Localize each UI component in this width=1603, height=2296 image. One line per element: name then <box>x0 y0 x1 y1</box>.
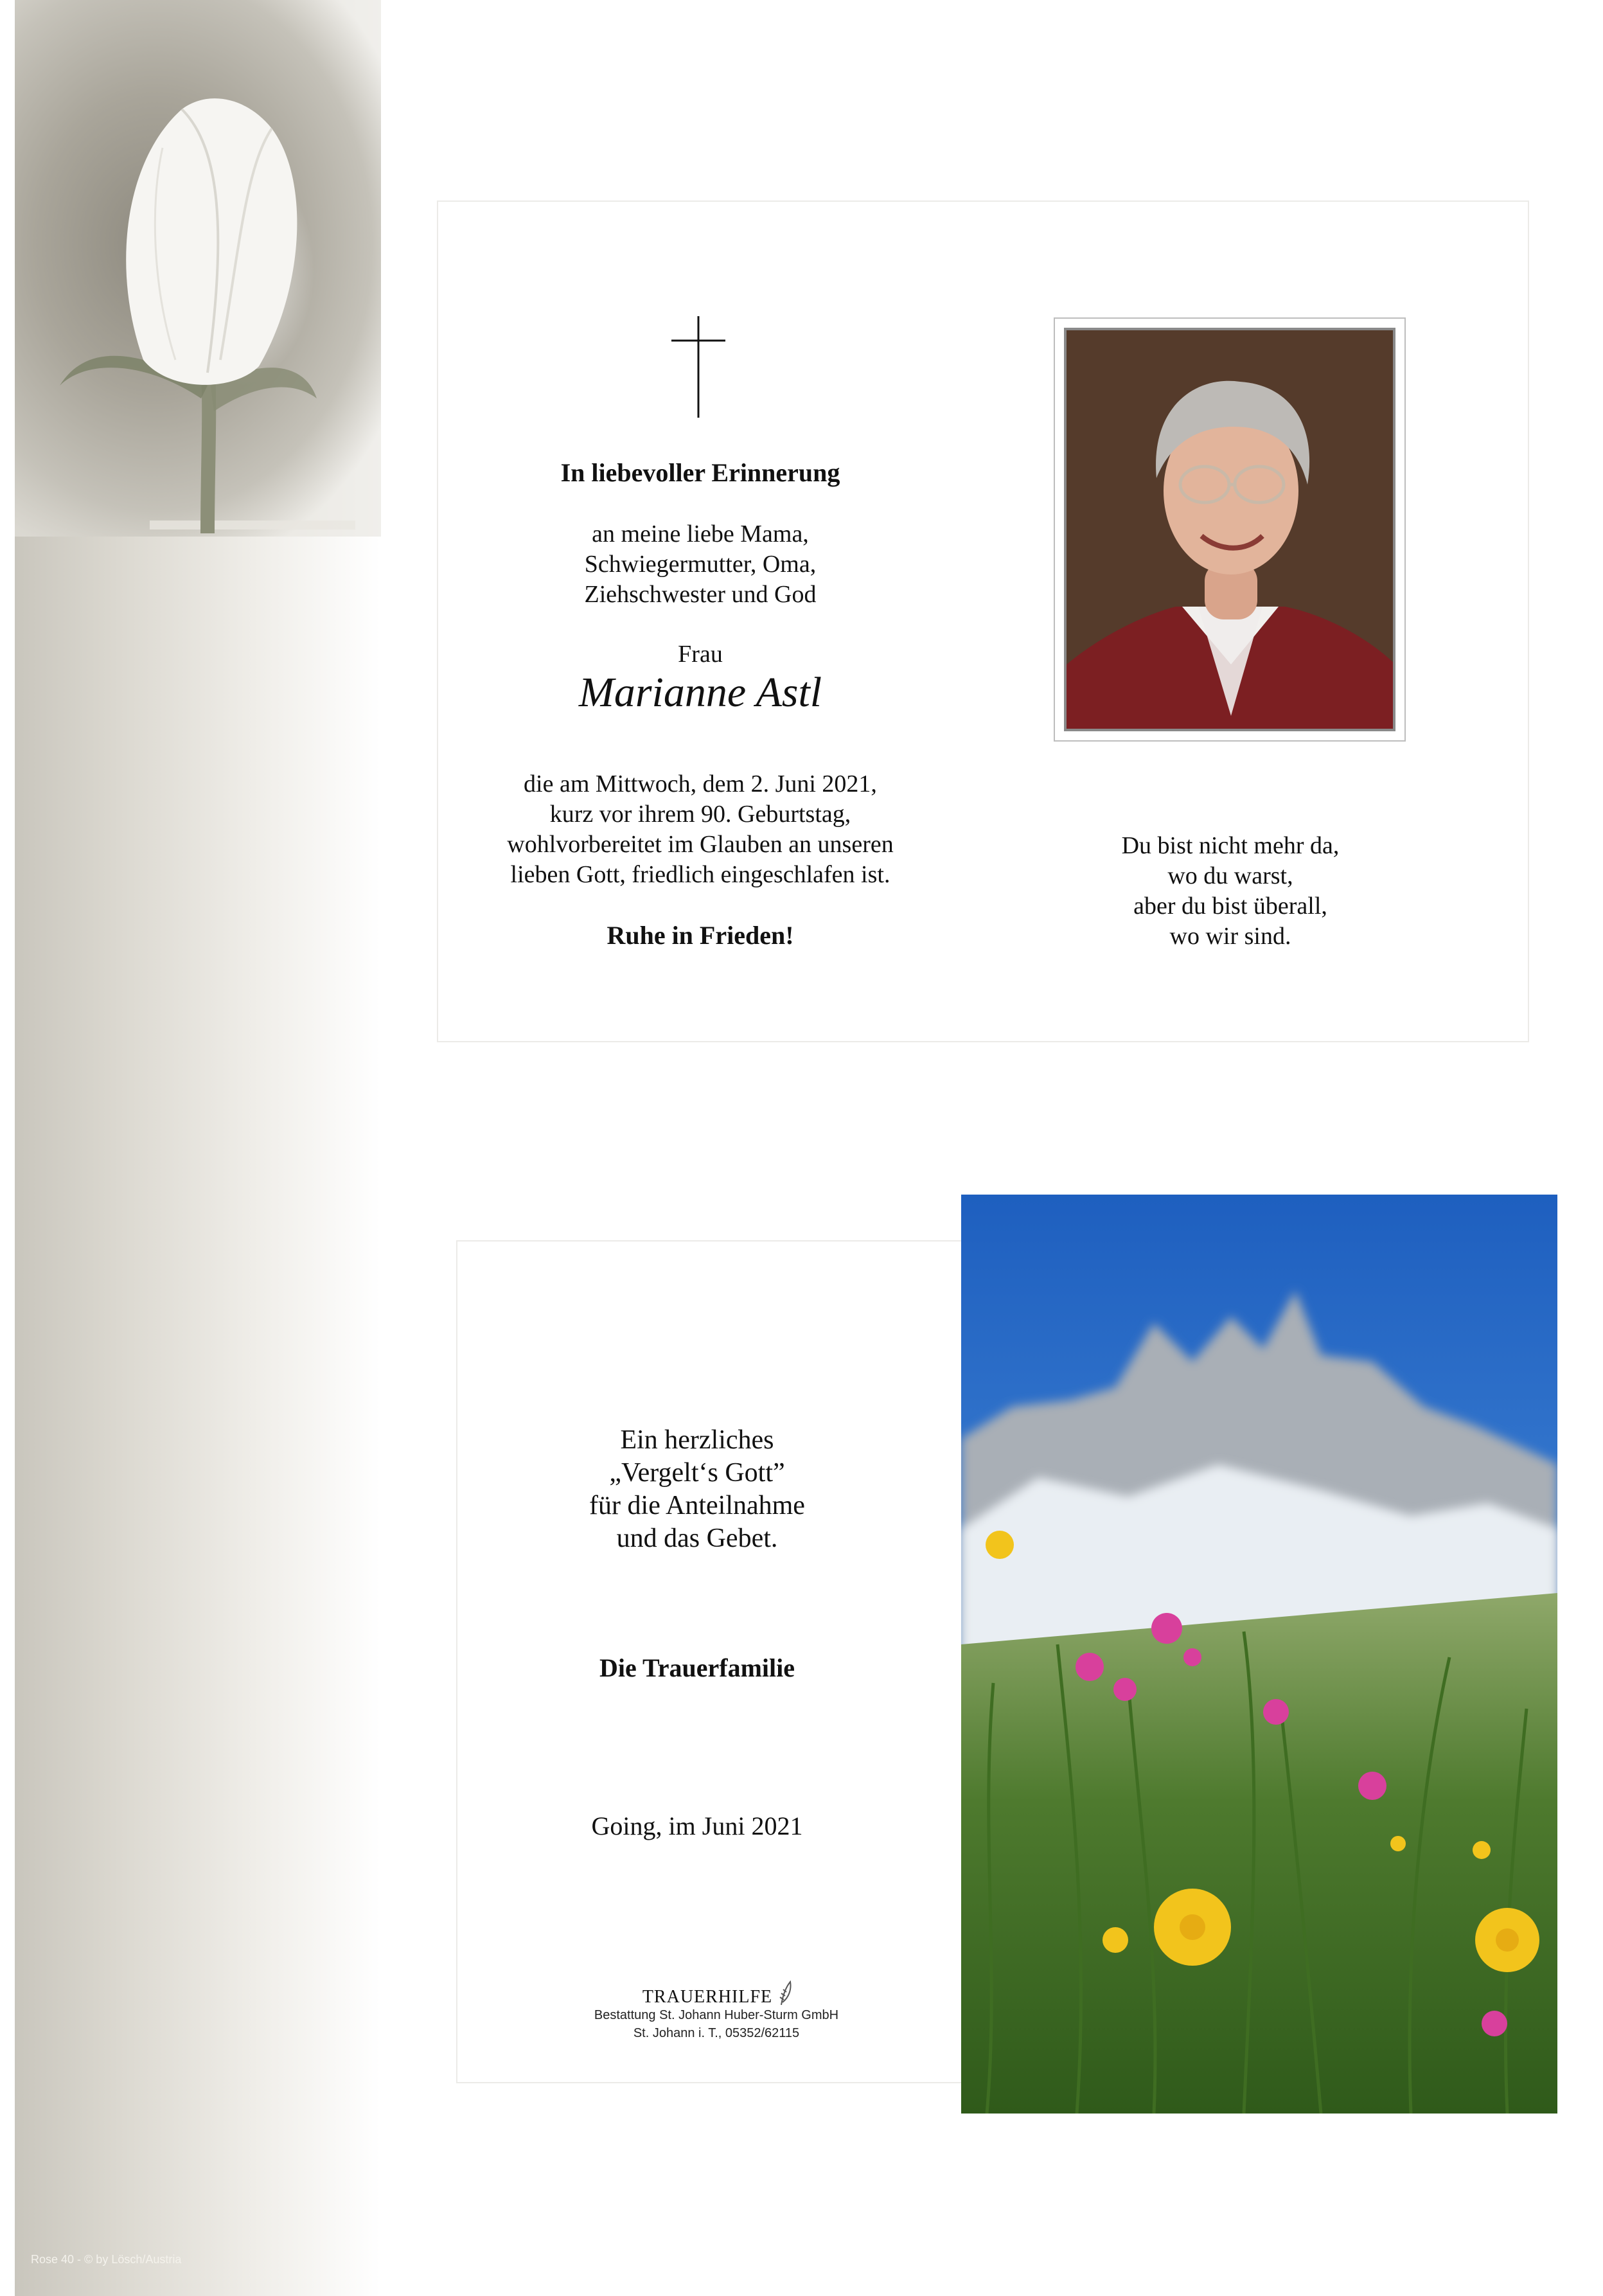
poem-text <box>1028 831 1433 952</box>
thanks-text <box>488 1424 906 1555</box>
poem-line: wo wir sind. <box>1169 923 1291 950</box>
dedication-line: Ziehschwester und God <box>584 581 817 608</box>
dedication-line: an meine liebe Mama, <box>592 521 809 547</box>
deceased-name: Marianne Astl <box>578 669 822 716</box>
thanks-line: für die Anteilnahme <box>589 1491 805 1520</box>
thanks-line: und das Gebet. <box>616 1524 778 1553</box>
funeral-home-company: Bestattung St. Johann Huber-Sturm GmbH <box>594 2008 839 2022</box>
closing-line: Ruhe in Frieden! <box>607 921 794 950</box>
title-label: Frau <box>678 641 723 668</box>
image-credit: Rose 40 - © by Lösch/Austria <box>31 2253 182 2266</box>
poem-line: wo du warst, <box>1167 862 1293 889</box>
memorial-heading: In liebevoller Erinnerung <box>560 458 840 487</box>
obituary-line: lieben Gott, friedlich eingeschlafen ist. <box>510 861 890 888</box>
meadow-photo <box>961 1195 1557 2114</box>
obituary-text <box>469 769 932 890</box>
feather-icon <box>777 1980 793 2006</box>
poem-line: Du bist nicht mehr da, <box>1121 832 1340 859</box>
family-signature: Die Trauerfamilie <box>599 1653 795 1682</box>
logo-text: TRAUERHILFE <box>642 1987 773 2007</box>
portrait-photo <box>1054 317 1406 742</box>
obituary-line: kurz vor ihrem 90. Geburtstag, <box>549 801 851 828</box>
cross-icon <box>671 316 725 418</box>
poem-line: aber du bist überall, <box>1133 893 1327 920</box>
funeral-home-contact: St. Johann i. T., 05352/62115 <box>633 2026 800 2040</box>
obituary-line: wohlvorbereitet im Glauben an unseren <box>507 831 894 858</box>
place-date: Going, im Juni 2021 <box>591 1811 803 1840</box>
dedication-text <box>501 519 899 610</box>
rose-photo <box>15 0 381 537</box>
thanks-line: „Vergelt‘s Gott” <box>609 1458 785 1488</box>
thanks-line: Ein herzliches <box>620 1425 774 1455</box>
dedication-line: Schwiegermutter, Oma, <box>584 551 817 578</box>
funeral-home-logo <box>634 1980 801 2007</box>
obituary-line: die am Mittwoch, dem 2. Juni 2021, <box>524 770 877 797</box>
